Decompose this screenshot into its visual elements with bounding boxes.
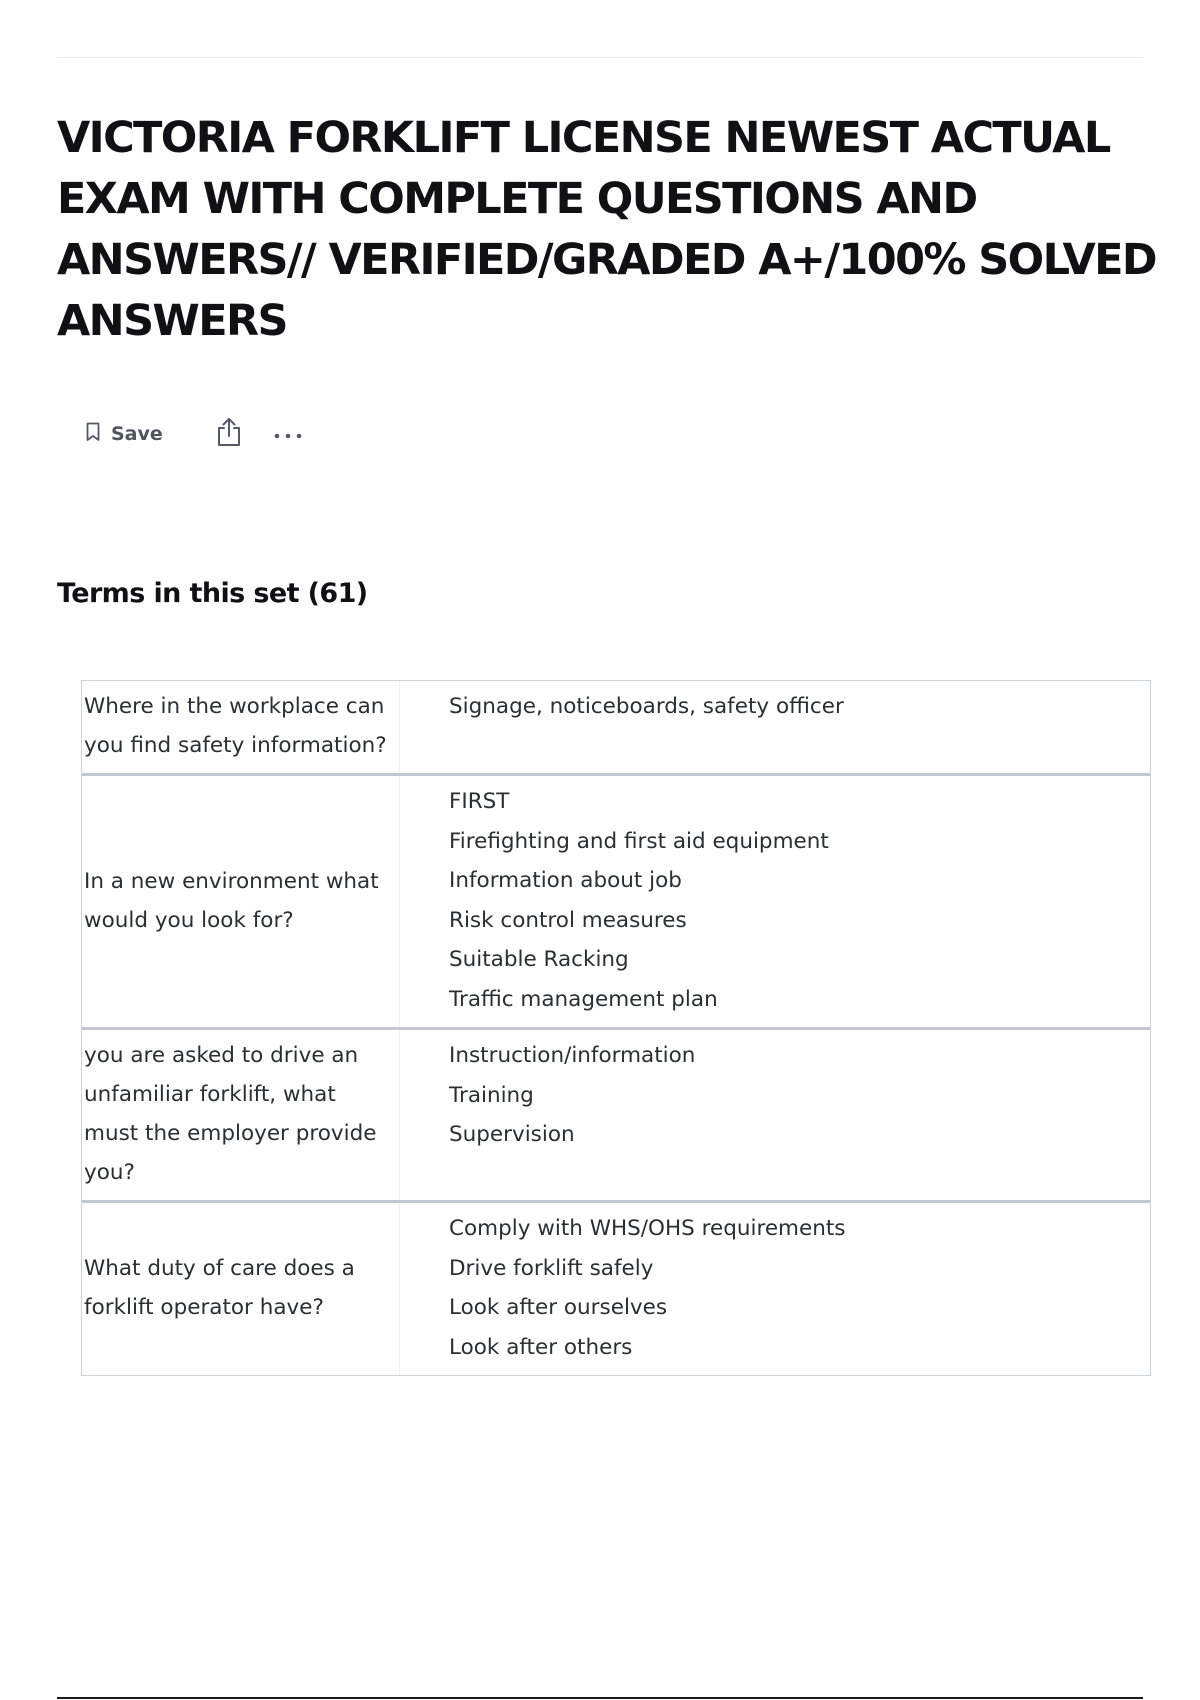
term-row — [82, 681, 1150, 773]
definition-line: Look after ourselves — [449, 1295, 668, 1320]
definition-line: Firefighting and first aid equipment — [449, 828, 829, 854]
definition-line: Instruction/information — [449, 1043, 696, 1068]
top-divider — [57, 57, 1143, 58]
more-options-button[interactable] — [273, 425, 303, 444]
term-text: Where in the workplace can you find safety information? — [84, 694, 387, 758]
term-text: In a new environment what would you look for? — [84, 868, 379, 933]
bookmark-icon — [85, 422, 101, 446]
definition-cell — [400, 776, 1150, 1027]
save-label: Save — [111, 423, 163, 445]
term-cell — [82, 776, 400, 1027]
definition-line: Look after others — [449, 1334, 633, 1360]
definition-line: Risk control measures — [449, 907, 687, 933]
definition-cell — [400, 1030, 1150, 1200]
term-cell — [82, 681, 400, 773]
terms-heading: Terms in this set (61) — [57, 578, 368, 609]
set-toolbar — [85, 414, 303, 454]
term-cell — [82, 1030, 400, 1200]
share-button[interactable] — [215, 416, 243, 452]
save-button[interactable] — [85, 422, 163, 446]
page-title: VICTORIA FORKLIFT LICENSE NEWEST ACTUAL EXAM WITH COMPLETE QUESTIONS AND ANSWERS// VERIFIED/GRADED A+/100% SOLVED ANSWERS — [57, 113, 1156, 346]
bottom-divider — [57, 1697, 1143, 1699]
definition-line: Training — [449, 1082, 534, 1108]
definition-line: Drive forklift safely — [449, 1255, 654, 1281]
share-icon — [215, 416, 243, 452]
definition-line: Comply with WHS/OHS requirements — [449, 1216, 846, 1241]
definition-line: Signage, noticeboards, safety officer — [449, 694, 844, 719]
term-text: What duty of care does a forklift operator have? — [84, 1256, 355, 1320]
definition-cell — [400, 681, 1150, 773]
term-row — [82, 1027, 1150, 1200]
definition-line: Suitable Racking — [449, 947, 629, 972]
definition-cell — [400, 1203, 1150, 1375]
definition-line: Information about job — [449, 868, 682, 893]
definition-line: FIRST — [449, 789, 510, 814]
terms-table — [81, 680, 1151, 1376]
term-text: you are asked to drive an unfamiliar forklift, what must the employer provide you? — [84, 1043, 377, 1185]
term-cell — [82, 1203, 400, 1375]
more-icon — [273, 425, 303, 444]
term-row — [82, 773, 1150, 1027]
term-row — [82, 1200, 1150, 1375]
definition-line: Supervision — [449, 1122, 575, 1147]
definition-line: Traffic management plan — [449, 986, 718, 1012]
